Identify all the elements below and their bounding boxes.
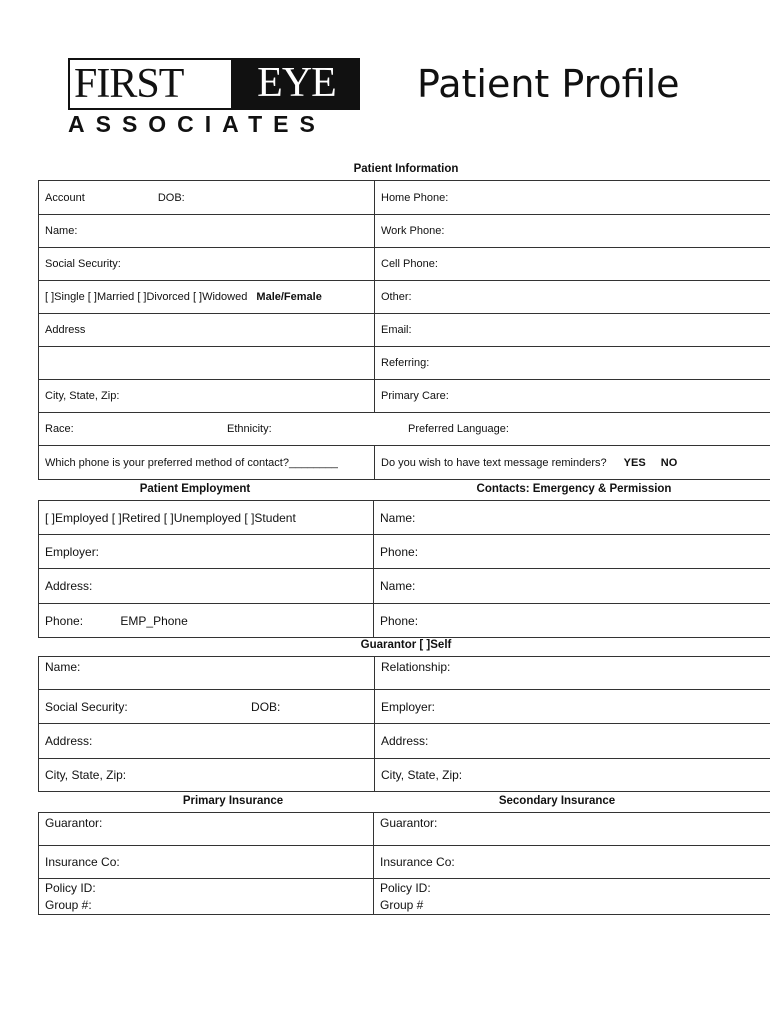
home-phone-field[interactable]: Home Phone: <box>375 181 770 215</box>
secondary-guarantor-field[interactable]: Guarantor: <box>374 813 770 846</box>
sex-options: Male/Female <box>256 291 322 303</box>
primary-guarantor-field[interactable]: Guarantor: <box>39 813 374 846</box>
guarantor-ssn-field[interactable] <box>39 690 375 724</box>
other-field[interactable]: Other: <box>375 281 770 314</box>
employer-field[interactable]: Employer: <box>39 535 374 569</box>
primary-policy-label: Policy ID: <box>45 880 96 895</box>
company-logo <box>68 58 360 138</box>
guarantor-dob-label: DOB: <box>251 699 281 714</box>
primary-insurance-co-field[interactable]: Insurance Co: <box>39 846 374 879</box>
name-field[interactable]: Name: <box>39 215 375 248</box>
section-patient-information: Patient Information <box>353 163 459 175</box>
demographics-field[interactable] <box>39 413 770 446</box>
logo-associates: ASSOCIATES <box>68 111 326 137</box>
secondary-insurance-co-field[interactable]: Insurance Co: <box>374 846 770 879</box>
ssn-field[interactable]: Social Security: <box>39 248 375 281</box>
guarantor-name-field[interactable]: Name: <box>39 657 375 690</box>
guarantor-city-field[interactable]: City, State, Zip: <box>39 759 375 792</box>
employment-contacts-table <box>38 500 770 638</box>
logo-eye: EYE <box>233 58 360 110</box>
section-secondary-insurance: Secondary Insurance <box>498 795 616 807</box>
guarantor-city-2-field[interactable]: City, State, Zip: <box>375 759 770 792</box>
section-patient-employment: Patient Employment <box>139 483 251 495</box>
secondary-group-label: Group # <box>380 897 424 912</box>
guarantor-employer-field[interactable]: Employer: <box>375 690 770 724</box>
preferred-phone-field[interactable]: Which phone is your preferred method of contact?________ <box>39 446 375 480</box>
primary-policy-field[interactable] <box>39 879 374 915</box>
race-label: Race: <box>45 423 74 435</box>
text-reminders-question: Do you wish to have text message reminders? <box>381 456 607 469</box>
account-field[interactable] <box>39 181 375 215</box>
address-line-2-field[interactable] <box>39 347 375 380</box>
section-guarantor: Guarantor [ ]Self <box>360 639 452 651</box>
employment-status-field[interactable]: [ ]Employed [ ]Retired [ ]Unemployed [ ]Student <box>39 501 374 535</box>
dob-label: DOB: <box>157 191 185 204</box>
secondary-policy-label: Policy ID: <box>380 880 431 895</box>
secondary-policy-field[interactable] <box>374 879 770 915</box>
logo-first: FIRST <box>68 58 233 110</box>
marital-status-field[interactable] <box>39 281 375 314</box>
guarantor-address-2-field[interactable]: Address: <box>375 724 770 759</box>
section-contacts: Contacts: Emergency & Permission <box>476 483 672 495</box>
employer-address-field[interactable]: Address: <box>39 569 374 604</box>
text-reminders-field[interactable] <box>375 446 770 480</box>
section-primary-insurance: Primary Insurance <box>182 795 284 807</box>
marital-status-options: [ ]Single [ ]Married [ ]Divorced [ ]Widowed <box>45 291 248 303</box>
contact-1-phone-field[interactable]: Phone: <box>374 535 770 569</box>
contact-2-name-field[interactable]: Name: <box>374 569 770 604</box>
guarantor-relationship-field[interactable]: Relationship: <box>375 657 770 690</box>
referring-field[interactable]: Referring: <box>375 347 770 380</box>
address-field[interactable]: Address <box>39 314 375 347</box>
employer-phone-label: Phone: <box>45 613 84 628</box>
guarantor-ssn-label: Social Security: <box>45 699 128 714</box>
primary-group-label: Group #: <box>45 897 92 912</box>
yes-option[interactable]: YES <box>623 456 646 469</box>
no-option[interactable]: NO <box>660 456 678 469</box>
guarantor-address-field[interactable]: Address: <box>39 724 375 759</box>
employer-phone-field[interactable] <box>39 604 374 638</box>
city-state-zip-field[interactable]: City, State, Zip: <box>39 380 375 413</box>
guarantor-table <box>38 656 770 792</box>
insurance-table <box>38 812 770 915</box>
preferred-language-label: Preferred Language: <box>408 423 509 435</box>
ethnicity-label: Ethnicity: <box>227 423 272 435</box>
email-field[interactable]: Email: <box>375 314 770 347</box>
employer-phone-value: EMP_Phone <box>120 613 188 628</box>
cell-phone-field[interactable]: Cell Phone: <box>375 248 770 281</box>
contact-1-name-field[interactable]: Name: <box>374 501 770 535</box>
page-title: Patient Profile <box>417 62 680 106</box>
primary-care-field[interactable]: Primary Care: <box>375 380 770 413</box>
work-phone-field[interactable]: Work Phone: <box>375 215 770 248</box>
account-label: Account <box>45 191 85 204</box>
patient-information-table <box>38 180 770 480</box>
contact-2-phone-field[interactable]: Phone: <box>374 604 770 638</box>
